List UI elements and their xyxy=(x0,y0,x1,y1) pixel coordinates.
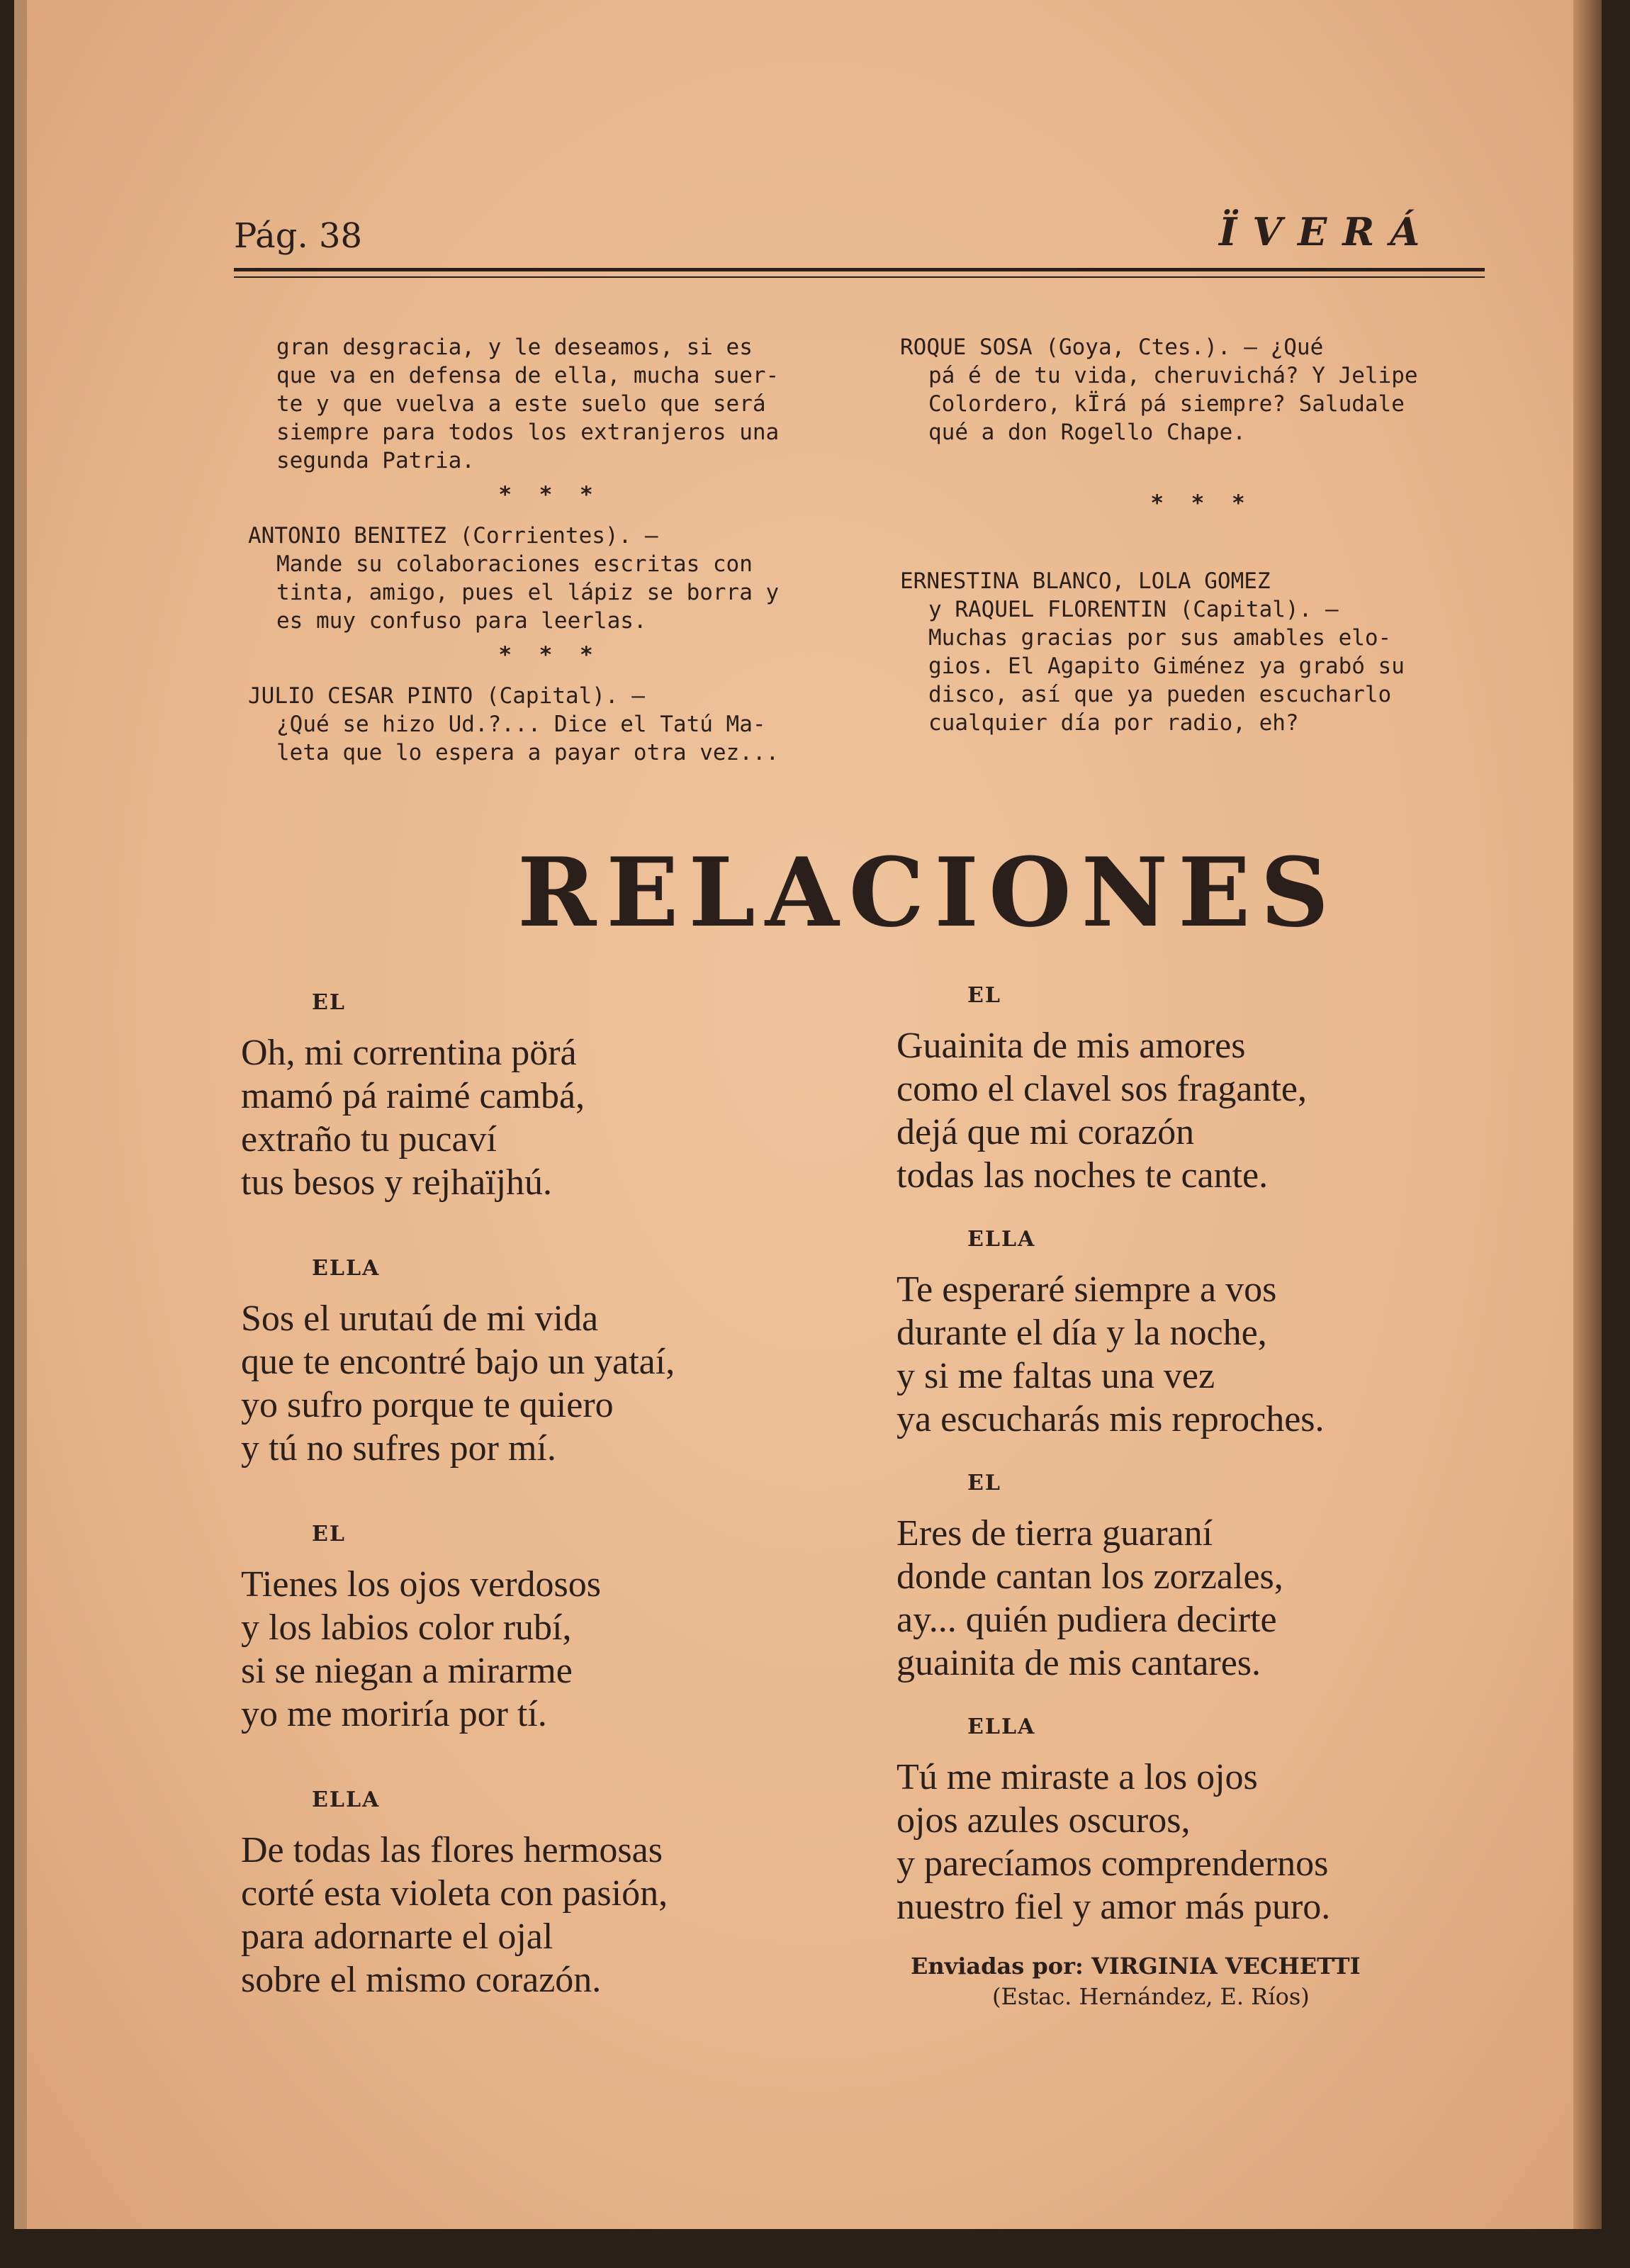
credit-sender xyxy=(911,1953,1361,1980)
text-line: ¿Qué se hizo Ud.?... Dice el Tatú Ma- xyxy=(276,712,766,737)
page-spine-edge xyxy=(1573,0,1602,2229)
poem-stanza xyxy=(241,989,675,1204)
verse-line: yo me moriría por tí. xyxy=(241,1694,547,1734)
verse-line: Te esperaré siempre a vos xyxy=(896,1269,1277,1310)
poem-stanza xyxy=(896,1469,1330,1685)
text-line: Muchas gracias por sus amables elo- xyxy=(928,625,1392,651)
verse-line: durante el día y la noche, xyxy=(896,1313,1267,1353)
text-line: y RAQUEL FLORENTIN (Capital). — xyxy=(928,597,1339,622)
verse-line: tus besos y rejhaïjhú. xyxy=(241,1162,553,1203)
text-line: disco, así que ya pueden escucharlo xyxy=(928,682,1392,707)
credit-location: (Estac. Hernández, E. Ríos) xyxy=(992,1983,1310,2010)
separator-stars: * * * xyxy=(1150,490,1252,516)
text-line: ERNESTINA BLANCO, LOLA GOMEZ xyxy=(900,568,1271,594)
speaker-label: EL xyxy=(312,990,346,1015)
verse-line: Sos el urutaú de mi vida xyxy=(241,1298,599,1339)
speaker-label: ELLA xyxy=(967,1714,1036,1739)
text-line: Colordero, kÏrá pá siempre? Saludale xyxy=(928,391,1405,417)
magazine-title: ÏVERÁ xyxy=(1219,209,1436,254)
verse-line: corté esta violeta con pasión, xyxy=(241,1873,668,1914)
text-line: que va en defensa de ella, mucha suer- xyxy=(276,363,780,388)
left-column-notes xyxy=(248,333,850,767)
verse-line: ojos azules oscuros, xyxy=(896,1800,1191,1841)
verse-line: donde cantan los zorzales, xyxy=(896,1556,1283,1597)
verse-line: y parecíamos comprendernos xyxy=(896,1843,1329,1884)
verse-line: todas las noches te cante. xyxy=(896,1155,1269,1196)
verse-line: extraño tu pucaví xyxy=(241,1119,497,1160)
text-line: ROQUE SOSA (Goya, Ctes.). — ¿Qué xyxy=(900,335,1324,360)
separator-stars: * * * xyxy=(498,642,600,668)
text-line: siempre para todos los extranjeros una xyxy=(276,420,780,445)
text-line: gran desgracia, y le deseamos, si es xyxy=(276,335,753,360)
verse-line: y tú no sufres por mí. xyxy=(241,1428,556,1469)
text-line: JULIO CESAR PINTO (Capital). — xyxy=(248,683,645,709)
verse-line: guainita de mis cantares. xyxy=(896,1643,1261,1683)
poem-left-column xyxy=(241,989,675,2052)
right-column-notes xyxy=(900,333,1502,737)
verse-line: para adornarte el ojal xyxy=(241,1916,553,1957)
text-line: gios. El Agapito Giménez ya grabó su xyxy=(928,653,1405,679)
separator-stars: * * * xyxy=(498,482,600,507)
note-paragraph xyxy=(900,567,1502,737)
verse-line: Tienes los ojos verdosos xyxy=(241,1564,602,1605)
text-line: tinta, amigo, pues el lápiz se borra y xyxy=(276,580,780,605)
note-paragraph xyxy=(248,682,850,767)
verse-line: mamó pá raimé cambá, xyxy=(241,1076,585,1116)
verse-line: dejá que mi corazón xyxy=(896,1112,1195,1152)
text-line: es muy confuso para leerlas. xyxy=(276,608,647,634)
verse-line: yo sufro porque te quiero xyxy=(241,1385,614,1425)
speaker-label: ELLA xyxy=(967,1227,1036,1252)
verse-line: De todas las flores hermosas xyxy=(241,1830,663,1870)
verse-line: como el clavel sos fragante, xyxy=(896,1069,1307,1109)
credit-line: Enviadas por: VIRGINIA VECHETTI xyxy=(911,1953,1361,1980)
poem-stanza xyxy=(241,1786,675,2002)
speaker-label: EL xyxy=(967,1471,1001,1495)
verse-line: sobre el mismo corazón. xyxy=(241,1960,602,2000)
poem-stanza xyxy=(896,1225,1330,1441)
note-paragraph xyxy=(900,333,1502,447)
text-line: Mande su colaboraciones escritas con xyxy=(276,551,753,577)
speaker-label: EL xyxy=(312,1522,346,1546)
header-rule-thin xyxy=(234,276,1485,278)
poem-stanza xyxy=(896,1713,1330,1929)
poem-stanza xyxy=(241,1254,675,1470)
verse-line: Tú me miraste a los ojos xyxy=(896,1757,1258,1797)
poem-stanza xyxy=(241,1520,675,1736)
speaker-label: ELLA xyxy=(312,1787,381,1812)
verse-line: que te encontré bajo un yataí, xyxy=(241,1342,675,1382)
text-line: te y que vuelva a este suelo que será xyxy=(276,391,766,417)
verse-line: y si me faltas una vez xyxy=(896,1356,1215,1396)
page-number: Pág. 38 xyxy=(234,216,363,256)
text-line: segunda Patria. xyxy=(276,448,475,473)
text-line: qué a don Rogello Chape. xyxy=(928,420,1246,445)
poem-stanza xyxy=(896,982,1330,1197)
text-line: ANTONIO BENITEZ (Corrientes). — xyxy=(248,523,658,549)
speaker-label: ELLA xyxy=(312,1256,381,1281)
verse-line: Oh, mi correntina pörá xyxy=(241,1033,577,1073)
verse-line: ya escucharás mis reproches. xyxy=(896,1399,1325,1439)
verse-line: si se niegan a mirarme xyxy=(241,1651,573,1691)
poem-right-column xyxy=(896,982,1330,1957)
text-line: leta que lo espera a payar otra vez... xyxy=(276,740,780,765)
verse-line: Eres de tierra guaraní xyxy=(896,1513,1213,1554)
text-line: cualquier día por radio, eh? xyxy=(928,710,1299,736)
note-paragraph xyxy=(248,333,850,475)
speaker-label: EL xyxy=(967,983,1001,1008)
header-rule-thick xyxy=(234,268,1485,271)
verse-line: Guainita de mis amores xyxy=(896,1026,1246,1066)
text-line: pá é de tu vida, cheruvichá? Y Jelipe xyxy=(928,363,1418,388)
verse-line: ay... quién pudiera decirte xyxy=(896,1600,1277,1640)
note-paragraph xyxy=(248,522,850,635)
verse-line: y los labios color rubí, xyxy=(241,1607,572,1648)
section-title: RELACIONES xyxy=(517,836,1339,948)
verse-line: nuestro fiel y amor más puro. xyxy=(896,1887,1331,1927)
